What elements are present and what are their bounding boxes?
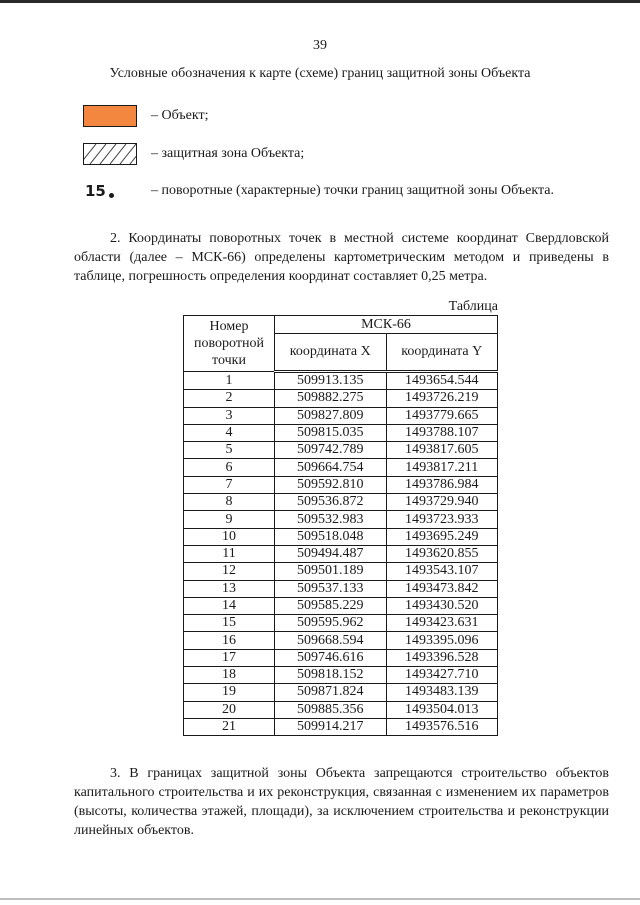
cell-coordinate-y: 1493817.211 (386, 459, 498, 476)
table-row (184, 718, 498, 735)
cell-coordinate-y: 1493654.544 (386, 372, 498, 390)
page-bottom-border (0, 898, 640, 900)
page-top-border (0, 0, 640, 3)
cell-coordinate-x: 509664.754 (275, 459, 387, 476)
cell-point-number: 8 (184, 494, 275, 511)
cell-point-number: 2 (184, 390, 275, 407)
cell-point-number: 5 (184, 442, 275, 459)
point-marker-number: 15 (85, 182, 106, 200)
cell-coordinate-x: 509742.789 (275, 442, 387, 459)
cell-point-number: 7 (184, 476, 275, 493)
legend-title: Условные обозначения к карте (схеме) границ защитной зоны Объекта (109, 66, 531, 81)
cell-coordinate-x: 509914.217 (275, 718, 387, 735)
cell-coordinate-x: 509595.962 (275, 615, 387, 632)
legend-item-points (83, 179, 554, 203)
cell-point-number: 4 (184, 424, 275, 441)
cell-coordinate-x: 509818.152 (275, 667, 387, 684)
table-row (184, 563, 498, 580)
cell-point-number: 14 (184, 597, 275, 614)
cell-coordinate-y: 1493723.933 (386, 511, 498, 528)
table-row (184, 545, 498, 562)
table-row (184, 684, 498, 701)
cell-coordinate-x: 509746.616 (275, 649, 387, 666)
table-row (184, 511, 498, 528)
table-row (184, 424, 498, 441)
cell-point-number: 20 (184, 701, 275, 718)
cell-point-number: 12 (184, 563, 275, 580)
cell-coordinate-y: 1493729.940 (386, 494, 498, 511)
cell-coordinate-y: 1493726.219 (386, 390, 498, 407)
table-row (184, 476, 498, 493)
cell-coordinate-x: 509501.189 (275, 563, 387, 580)
cell-coordinate-x: 509885.356 (275, 701, 387, 718)
cell-coordinate-y: 1493779.665 (386, 407, 498, 424)
cell-coordinate-y: 1493788.107 (386, 424, 498, 441)
cell-point-number: 21 (184, 718, 275, 735)
cell-coordinate-y: 1493817.605 (386, 442, 498, 459)
cell-coordinate-y: 1493620.855 (386, 545, 498, 562)
cell-coordinate-y: 1493423.631 (386, 615, 498, 632)
legend-item-object (83, 104, 208, 128)
cell-point-number: 17 (184, 649, 275, 666)
cell-coordinate-x: 509815.035 (275, 424, 387, 441)
header-msk66: МСК-66 (275, 316, 498, 334)
table-row (184, 580, 498, 597)
hatched-zone-swatch-icon (83, 143, 137, 165)
cell-coordinate-y: 1493576.516 (386, 718, 498, 735)
table-row (184, 494, 498, 511)
cell-coordinate-y: 1493695.249 (386, 528, 498, 545)
point-dot-icon (109, 193, 114, 198)
table-row (184, 667, 498, 684)
cell-coordinate-y: 1493395.096 (386, 632, 498, 649)
legend-item-zone (83, 142, 304, 166)
paragraph-restrictions (74, 764, 609, 840)
cell-point-number: 19 (184, 684, 275, 701)
cell-coordinate-x: 509668.594 (275, 632, 387, 649)
cell-coordinate-x: 509537.133 (275, 580, 387, 597)
cell-point-number: 16 (184, 632, 275, 649)
table-row (184, 407, 498, 424)
cell-coordinate-y: 1493473.842 (386, 580, 498, 597)
cell-point-number: 13 (184, 580, 275, 597)
paragraph-coordinates-intro (74, 229, 609, 286)
cell-point-number: 11 (184, 545, 275, 562)
cell-coordinate-x: 509592.810 (275, 476, 387, 493)
cell-coordinate-x: 509827.809 (275, 407, 387, 424)
cell-coordinate-y: 1493430.520 (386, 597, 498, 614)
cell-coordinate-x: 509532.983 (275, 511, 387, 528)
table-row (184, 528, 498, 545)
cell-coordinate-x: 509494.487 (275, 545, 387, 562)
legend-zone-label: – защитная зона Объекта; (151, 146, 305, 161)
table-caption: Таблица (448, 299, 498, 314)
cell-point-number: 18 (184, 667, 275, 684)
cell-point-number: 1 (184, 372, 275, 390)
turning-point-marker-icon (83, 182, 137, 200)
cell-coordinate-x: 509536.872 (275, 494, 387, 511)
cell-coordinate-y: 1493543.107 (386, 563, 498, 580)
cell-coordinate-x: 509518.048 (275, 528, 387, 545)
cell-coordinate-x: 509913.135 (275, 372, 387, 390)
cell-coordinate-y: 1493427.710 (386, 667, 498, 684)
header-coordinate-y: координата Y (386, 334, 498, 372)
cell-point-number: 6 (184, 459, 275, 476)
table-row (184, 442, 498, 459)
coordinates-table (183, 315, 498, 736)
cell-point-number: 10 (184, 528, 275, 545)
table-row (184, 459, 498, 476)
cell-point-number: 9 (184, 511, 275, 528)
header-point-number: Номер поворотной точки (184, 316, 275, 372)
legend-object-label: – Объект; (151, 108, 209, 123)
cell-point-number: 15 (184, 615, 275, 632)
table-row (184, 649, 498, 666)
table-row (184, 701, 498, 718)
cell-coordinate-x: 509871.824 (275, 684, 387, 701)
header-coordinate-x: координата X (275, 334, 387, 372)
cell-coordinate-y: 1493396.528 (386, 649, 498, 666)
cell-coordinate-y: 1493786.984 (386, 476, 498, 493)
cell-coordinate-y: 1493504.013 (386, 701, 498, 718)
legend-points-label: – поворотные (характерные) точки границ защитной зоны Объекта. (151, 183, 554, 198)
table-row (184, 372, 498, 390)
cell-coordinate-y: 1493483.139 (386, 684, 498, 701)
cell-point-number: 3 (184, 407, 275, 424)
page-number: 39 (313, 38, 327, 53)
table-row (184, 632, 498, 649)
cell-coordinate-x: 509882.275 (275, 390, 387, 407)
object-swatch-icon (83, 105, 137, 127)
paragraph-3-text: 3. В границах защитной зоны Объекта запрещаются строительство объектов капитального строительства и их реконструкция, связанная с изменением их параметров (высоты, количества этажей, площади), за исключением строительства и реконструкции линейных объектов. (74, 766, 609, 838)
cell-coordinate-x: 509585.229 (275, 597, 387, 614)
table-row (184, 597, 498, 614)
table-row (184, 390, 498, 407)
paragraph-2-text: 2. Координаты поворотных точек в местной системе координат Свердловской области (далее – МСК-66) определены картометрическим методом и приведены в таблице, погрешность определения координат составляет 0,25 метра. (74, 231, 609, 284)
table-row (184, 615, 498, 632)
coordinates-table-body (184, 372, 498, 736)
